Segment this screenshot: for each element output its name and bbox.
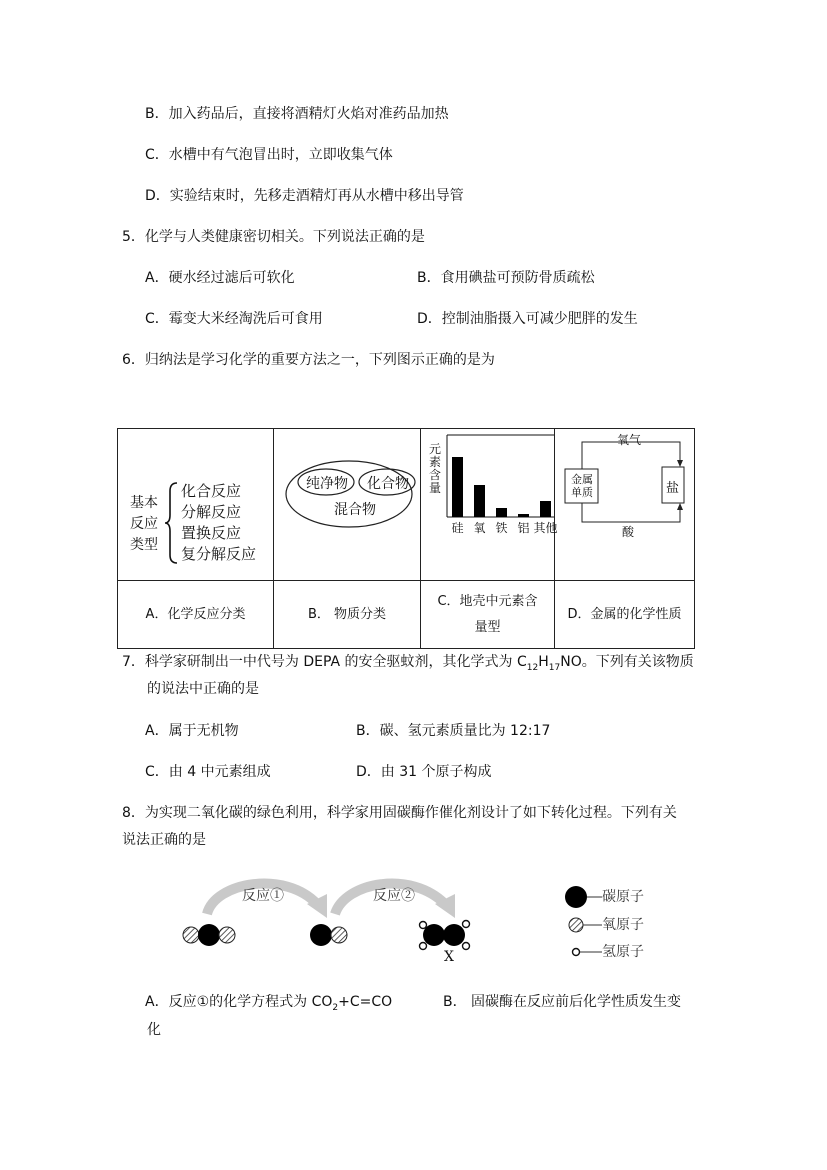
q4-option-d: D．实验结束时，先移走酒精灯再从水槽中移出导管 xyxy=(145,188,464,204)
bar-硅 xyxy=(452,457,463,517)
panel-a-left-1: 基本 xyxy=(130,495,158,511)
panel-a-left-3: 类型 xyxy=(130,537,158,553)
bar-铁 xyxy=(496,508,507,517)
compound-label: 化合物 xyxy=(367,476,409,492)
tick-label-其他: 其他 xyxy=(533,521,558,535)
legend-carbon: 碳原子 xyxy=(602,889,644,905)
metal-label-1: 金属 xyxy=(571,473,593,486)
tick-label-硅: 硅 xyxy=(451,521,464,535)
panel-a-right-2: 分解反应 xyxy=(181,503,242,521)
curly-brace-icon xyxy=(164,481,180,565)
caption-c: C．地壳中元素含 量型 xyxy=(421,581,555,649)
caption-b: B． 物质分类 xyxy=(274,581,421,649)
q5-option-a: A．硬水经过滤后可软化 xyxy=(145,270,295,286)
panel-a-right-4: 复分解反应 xyxy=(181,545,257,563)
pure-substance-label: 纯净物 xyxy=(306,476,348,492)
q7-stem-line2: 的说法中正确的是 xyxy=(147,681,259,697)
q6-panel-b xyxy=(274,429,421,581)
element-content-bar-chart xyxy=(421,429,558,580)
bar-其他 xyxy=(540,501,551,517)
q8-option-b: B． 固碳酶在反应前后化学性质发生变 xyxy=(443,994,682,1010)
mixture-label: 混合物 xyxy=(334,502,376,518)
legend-hydrogen: 氢原子 xyxy=(602,944,644,960)
oxygen-label: 氧气 xyxy=(617,433,642,447)
q5-stem: 5．化学与人类健康密切相关。下列说法正确的是 xyxy=(122,229,425,245)
tick-label-铁: 铁 xyxy=(495,521,508,535)
q7-option-d: D．由 31 个原子构成 xyxy=(356,764,492,780)
atom-legend xyxy=(562,884,602,964)
q8-stem-line1: 8．为实现二氧化碳的绿色利用，科学家用固碳酶作催化剂设计了如下转化过程。下列有关 xyxy=(122,805,677,821)
q7-option-a: A．属于无机物 xyxy=(145,723,239,739)
reaction-diagram xyxy=(175,868,475,966)
q6-panel-c xyxy=(421,429,558,581)
metal-label-2: 单质 xyxy=(571,486,593,499)
reaction-1-label: 反应① xyxy=(242,888,284,904)
tick-label-铝: 铝 xyxy=(517,521,530,535)
q6-stem: 6．归纳法是学习化学的重要方法之一，下列图示正确的是为 xyxy=(122,352,495,368)
q7-option-c: C．由 4 中元素组成 xyxy=(145,764,271,780)
q7-option-b: B．碳、氢元素质量比为 12:17 xyxy=(356,723,551,739)
q6-figure-table xyxy=(117,428,695,649)
legend-oxygen: 氧原子 xyxy=(602,917,644,933)
q4-option-c: C．水槽中有气泡冒出时，立即收集气体 xyxy=(145,147,393,163)
x-label: X xyxy=(444,949,454,965)
metal-property-diagram xyxy=(555,429,694,580)
panel-a-right-3: 置换反应 xyxy=(181,524,242,542)
bar-铝 xyxy=(518,514,529,517)
q4-option-b: B．加入药品后，直接将酒精灯火焰对准药品加热 xyxy=(145,106,449,122)
bar-氧 xyxy=(474,485,485,517)
tick-label-氧: 氧 xyxy=(473,521,486,535)
panel-a-left-2: 反应 xyxy=(130,516,158,532)
salt-label: 盐 xyxy=(666,481,680,496)
q8-option-a: A．反应①的化学方程式为 $CO_2+C=CO$ xyxy=(145,994,393,1013)
acid-label: 酸 xyxy=(622,525,635,539)
q8-option-b-wrap: 化 xyxy=(147,1022,161,1038)
caption-d: D．金属的化学性质 xyxy=(555,581,695,649)
q6-panel-d xyxy=(555,429,695,581)
q5-option-b: B．食用碘盐可预防骨质疏松 xyxy=(417,270,595,286)
caption-a: A．化学反应分类 xyxy=(118,581,274,649)
q5-option-c: C．霉变大米经淘洗后可食用 xyxy=(145,311,323,327)
chart-ylabel: 元素含量 xyxy=(428,442,441,495)
reaction-2-label: 反应② xyxy=(373,888,415,904)
q6-panel-a xyxy=(118,429,274,581)
q8-stem-line2: 说法正确的是 xyxy=(122,832,206,848)
q7-stem: 7．科学家研制出一中代号为 DEPA 的安全驱蚊剂，其化学式为 $C_{12}H_{17}NO$。下列有关该物质 xyxy=(122,654,694,673)
panel-a-right-1: 化合反应 xyxy=(181,482,242,500)
q5-option-d: D．控制油脂摄入可减少肥胖的发生 xyxy=(417,311,638,327)
